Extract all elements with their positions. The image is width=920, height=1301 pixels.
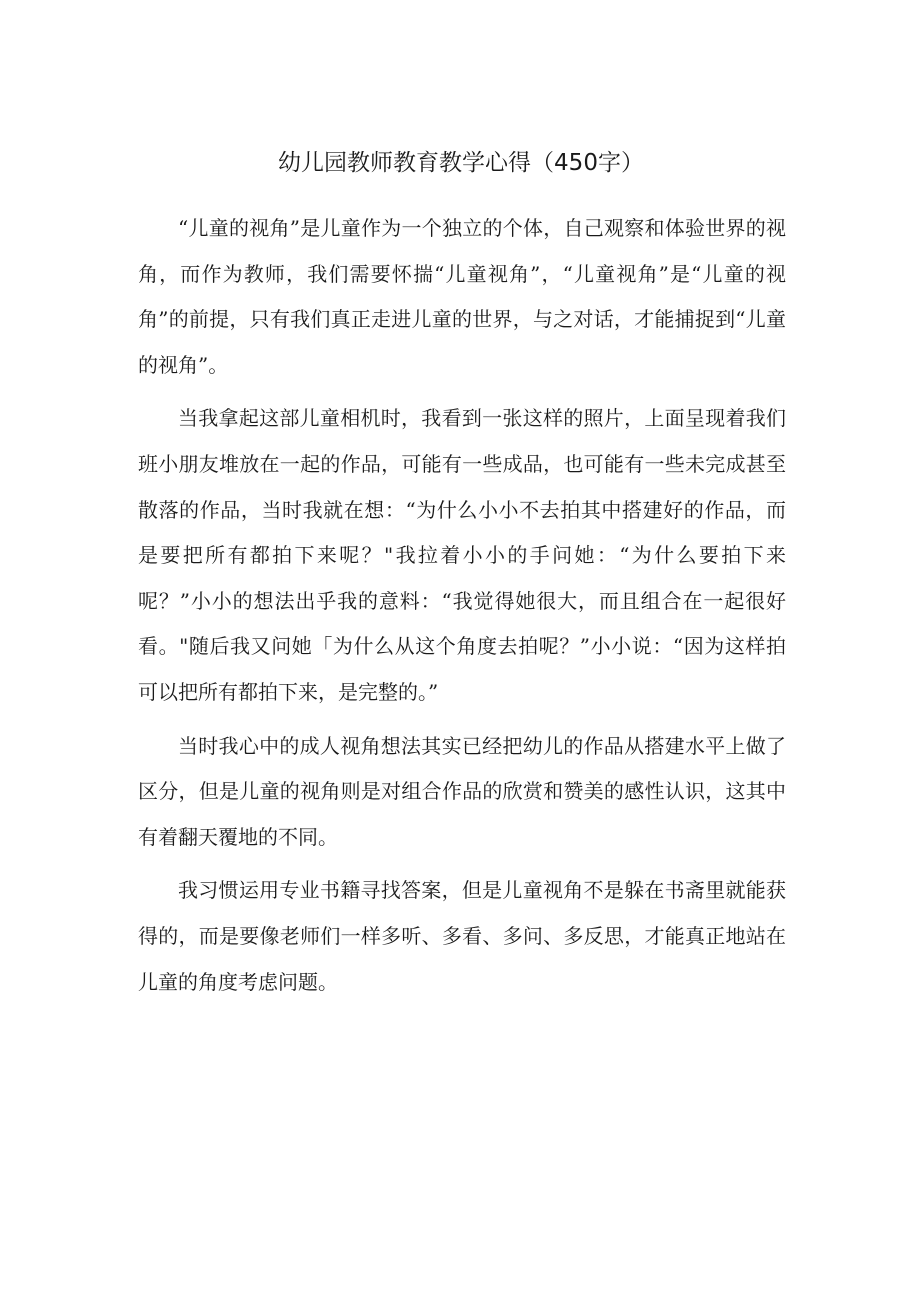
paragraph-3: 当时我心中的成人视角想法其实已经把幼儿的作品从搭建水平上做了区分，但是儿童的视角则是对组合作品的欣赏和赞美的感性认识，这其中有着翻天覆地的不同。 bbox=[138, 733, 786, 849]
document-title: 幼儿园教师教育教学心得（450字） bbox=[278, 150, 644, 176]
document-body bbox=[138, 206, 786, 1013]
paragraph-2: 当我拿起这部儿童相机时，我看到一张这样的照片，上面呈现着我们班小朋友堆放在一起的作品，可能有一些成品，也可能有一些未完成甚至散落的作品，当时我就在想：“为什么小小不去拍其中搭建好的作品，而是要把所有都拍下来呢？"我拉着小小的手问她：“为什么要拍下来呢？”小小的想法出乎我的意料：“我觉得她很大，而且组合在一起很好看。"随后我又问她「为什么从这个角度去拍呢？”小小说：“因为这样拍可以把所有都拍下来，是完整的。” bbox=[138, 406, 786, 704]
paragraph-4: 我习惯运用专业书籍寻找答案，但是儿童视角不是躲在书斋里就能获得的，而是要像老师们一样多听、多看、多问、多反思，才能真正地站在儿童的角度考虑问题。 bbox=[138, 878, 786, 994]
paragraph-1: “儿童的视角”是儿童作为一个独立的个体，自己观察和体验世界的视角，而作为教师，我们需要怀揣“儿童视角”，“儿童视角”是“儿童的视角”的前提，只有我们真正走进儿童的世界，与之对话，才能捕捉到“儿童的视角”。 bbox=[138, 216, 786, 377]
